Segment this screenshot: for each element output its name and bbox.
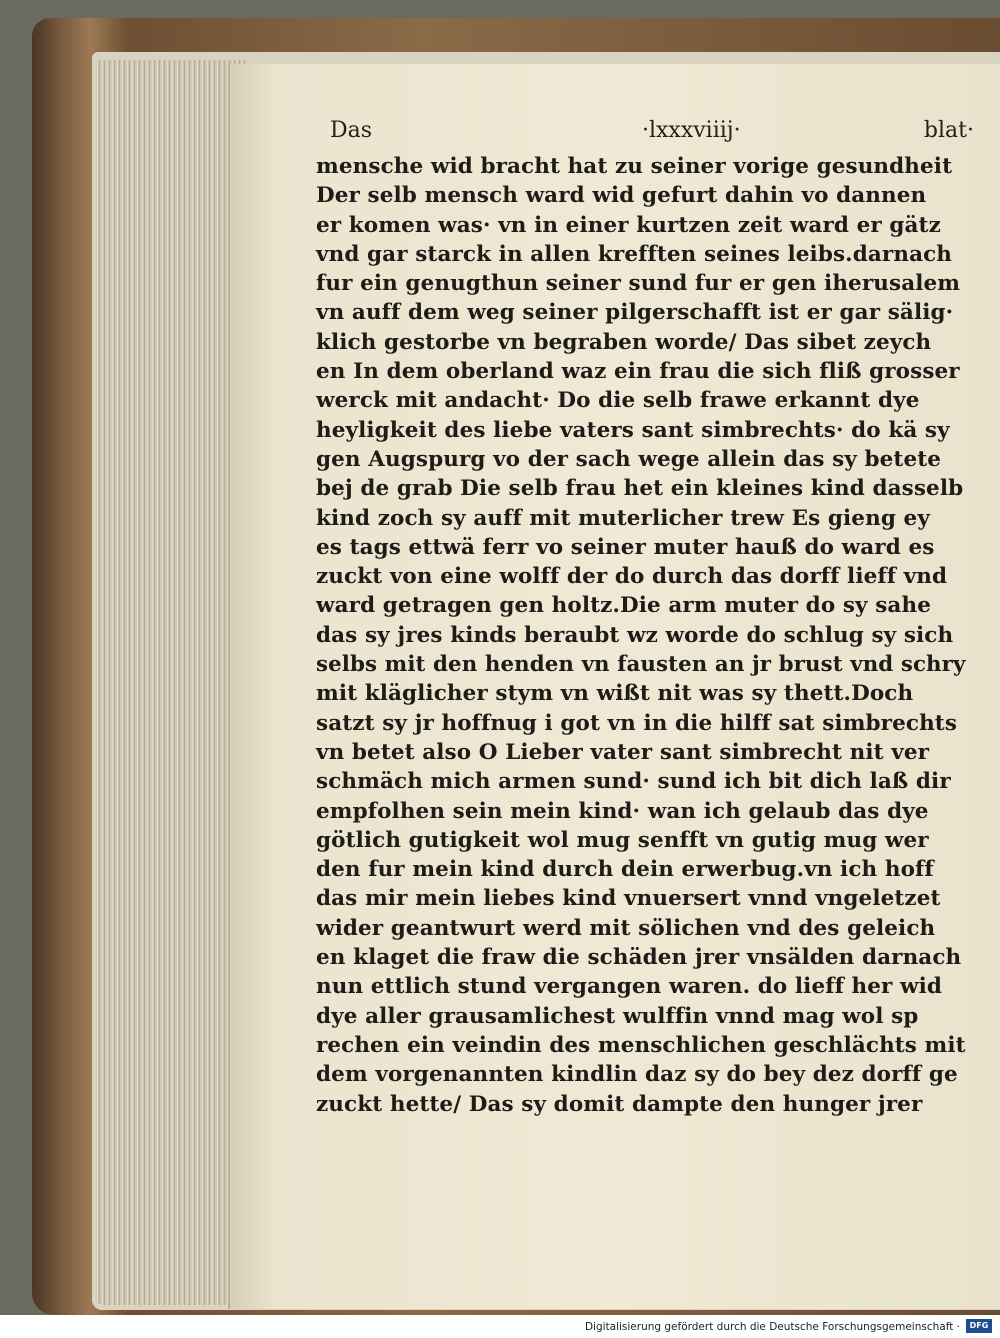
- text-line: ward getragen gen holtz.Die arm muter do sy sahe: [316, 593, 931, 619]
- text-line: rechen ein veindin des menschlichen geschlächts mit: [316, 1032, 966, 1058]
- text-line: vnd gar starck in allen krefften seines leibs.darnach: [316, 241, 953, 267]
- running-header: [316, 118, 974, 152]
- text-line: das sy jres kinds beraubt wz worde do schlug sy sich: [316, 622, 954, 648]
- text-lines: [316, 152, 966, 1119]
- text-line: den fur mein kind durch dein erwerbug.vn ich hoff: [316, 857, 934, 883]
- text-line: satzt sy jr hoffnug i got vn in die hilff sat simbrechts: [316, 710, 958, 736]
- footer-bar: [0, 1315, 1000, 1338]
- text-line: dem vorgenannten kindlin daz sy do bey dez dorff ge: [316, 1062, 958, 1088]
- text-line: vn auff dem weg seiner pilgerschafft ist er gar sälig·: [316, 300, 954, 326]
- text-line: zuckt von eine wolff der do durch das dorff lieff vnd: [316, 564, 948, 590]
- text-line: empfolhen sein mein kind· wan ich gelaub das dye: [316, 798, 929, 824]
- text-line: mensche wid bracht hat zu seiner vorige gesundheit: [316, 154, 953, 179]
- header-right: blat·: [923, 118, 974, 143]
- text-line: mit kläglicher stym vn wißt nit was sy thett.Doch: [316, 681, 914, 707]
- text-line: werck mit andacht· Do die selb frawe erkannt dye: [316, 388, 920, 414]
- text-line: zuckt hette/ Das sy domit dampte den hunger jrer: [316, 1091, 923, 1117]
- text-line: bej de grab Die selb frau het ein kleines kind dasselb: [316, 476, 964, 502]
- text-line: selbs mit den henden vn fausten an jr brust vnd schry: [316, 652, 966, 678]
- text-line: das mir mein liebes kind vnuersert vnnd vngeletzet: [316, 886, 941, 912]
- text-line: en klaget die fraw die schäden jrer vnsälden darnach: [316, 945, 962, 971]
- funding-credit: Digitalisierung gefördert durch die Deutsche Forschungsgemeinschaft ·: [584, 1321, 960, 1333]
- folio-number: ·lxxxviiij·: [642, 118, 741, 143]
- text-line: heyligkeit des liebe vaters sant simbrechts· do kä sy: [316, 417, 950, 443]
- text-line: schmäch mich armen sund· sund ich bit dich laß dir: [316, 769, 951, 795]
- text-line: dye aller grausamlichest wulffin vnnd mag wol sp: [316, 1003, 919, 1029]
- dfg-logo: DFG: [966, 1319, 992, 1333]
- text-line: wider geantwurt werd mit sölichen vnd des geleich: [316, 915, 936, 941]
- text-line: fur ein genugthun seiner sund fur er gen iherusalem: [316, 271, 961, 297]
- text-line: nun ettlich stund vergangen waren. do lieff her wid: [316, 974, 943, 1000]
- text-line: vn betet also O Lieber vater sant simbrecht nit ver: [316, 739, 930, 765]
- page-edges: [96, 60, 246, 1305]
- text-line: klich gestorbe vn begraben worde/ Das sibet zeych: [316, 329, 932, 355]
- text-line: götlich gutigkeit wol mug senfft vn gutig mug wer: [316, 827, 929, 853]
- text-line: gen Augspurg vo der sach wege allein das sy betete: [316, 446, 942, 472]
- text-line: kind zoch sy auff mit muterlicher trew Es gieng ey: [316, 505, 930, 531]
- text-line: es tags ettwä ferr vo seiner muter hauß do ward es: [316, 534, 935, 560]
- header-left: Das: [330, 118, 373, 143]
- page-text: [316, 118, 974, 1119]
- text-line: er komen was· vn in einer kurtzen zeit ward er gätz: [316, 212, 941, 238]
- text-line: Der selb mensch ward wid gefurt dahin vo dannen: [316, 183, 927, 209]
- text-line: en In dem oberland waz ein frau die sich fliß grosser: [316, 359, 960, 385]
